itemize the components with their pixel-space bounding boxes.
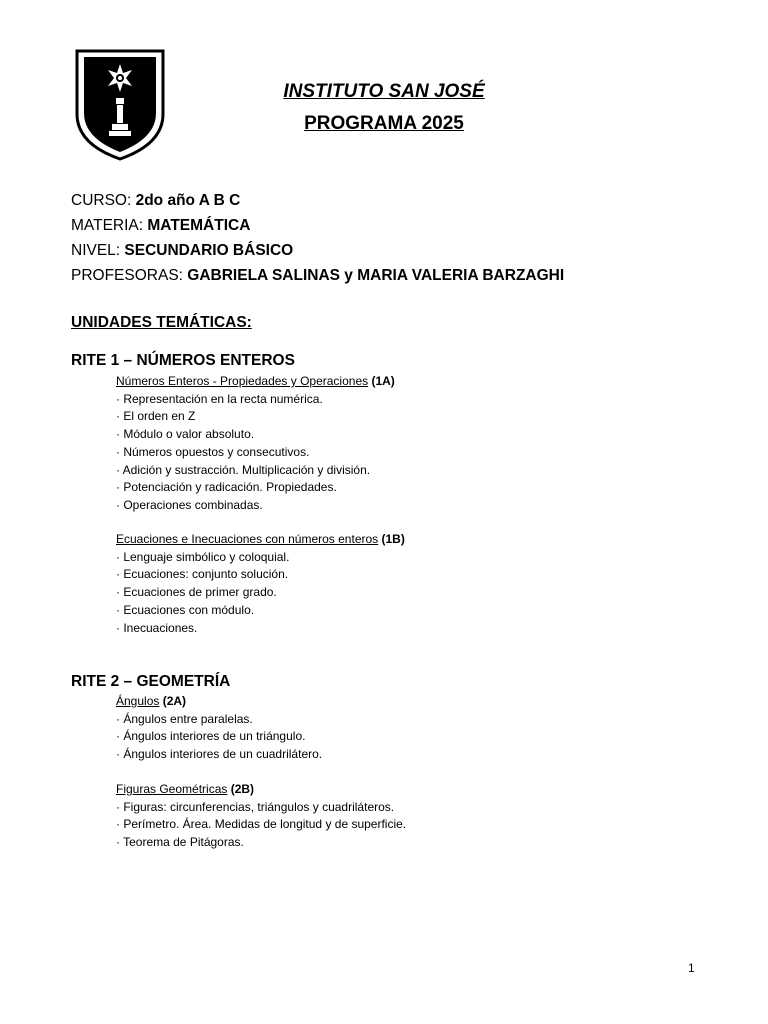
section-heading: Ecuaciones e Inecuaciones con números enteros (1B): [116, 532, 405, 546]
list-item: · Operaciones combinadas.: [116, 497, 263, 512]
shield-icon: [74, 48, 166, 162]
list-item: · Ecuaciones de primer grado.: [116, 585, 277, 600]
section-heading: Números Enteros - Propiedades y Operaciones (1A): [116, 374, 395, 388]
list-item: · El orden en Z: [116, 409, 196, 424]
section-2b: [116, 781, 406, 852]
list-item: · Ecuaciones: conjunto solución.: [116, 567, 289, 582]
section-2a: [116, 693, 322, 764]
list-item: · Números opuestos y consecutivos.: [116, 444, 310, 459]
list-item: · Ángulos interiores de un cuadrilátero.: [116, 747, 323, 762]
rite-1-title: RITE 1 – NÚMEROS ENTEROS: [71, 352, 295, 369]
list-item: · Módulo o valor absoluto.: [116, 427, 255, 442]
section-1b: [116, 531, 405, 637]
section-heading: Ángulos (2A): [116, 694, 187, 708]
list-item: · Inecuaciones.: [116, 620, 198, 635]
list-item: · Potenciación y radicación. Propiedades.: [116, 480, 337, 495]
section-1a: [116, 373, 395, 515]
document-header: [200, 78, 568, 138]
units-title: UNIDADES TEMÁTICAS:: [71, 314, 252, 331]
list-item: · Figuras: circunferencias, triángulos y cuadriláteros.: [116, 799, 395, 814]
list-item: · Perímetro. Área. Medidas de longitud y de superficie.: [116, 817, 407, 832]
list-item: · Representación en la recta numérica.: [116, 391, 323, 406]
list-item: · Ecuaciones con módulo.: [116, 602, 255, 617]
program-title: PROGRAMA 2025: [304, 113, 464, 134]
course-info: [71, 188, 564, 288]
school-name: INSTITUTO SAN JOSÉ: [283, 81, 485, 102]
list-item: · Ángulos entre paralelas.: [116, 711, 253, 726]
list-item: · Teorema de Pitágoras.: [116, 835, 244, 850]
info-row-curso: CURSO: 2do año A B C: [71, 192, 241, 209]
rite-2-title: RITE 2 – GEOMETRÍA: [71, 673, 231, 690]
page-number: 1: [688, 961, 695, 975]
info-row-profesoras: PROFESORAS: GABRIELA SALINAS y MARIA VALERIA BARZAGHI: [71, 267, 565, 284]
list-item: · Ángulos interiores de un triángulo.: [116, 729, 306, 744]
list-item: · Adición y sustracción. Multiplicación y división.: [116, 462, 371, 477]
school-crest-logo: [74, 48, 166, 162]
section-heading: Figuras Geométricas (2B): [116, 782, 255, 796]
info-row-nivel: NIVEL: SECUNDARIO BÁSICO: [71, 242, 294, 259]
info-row-materia: MATERIA: MATEMÁTICA: [71, 217, 251, 234]
list-item: · Lenguaje simbólico y coloquial.: [116, 549, 290, 564]
